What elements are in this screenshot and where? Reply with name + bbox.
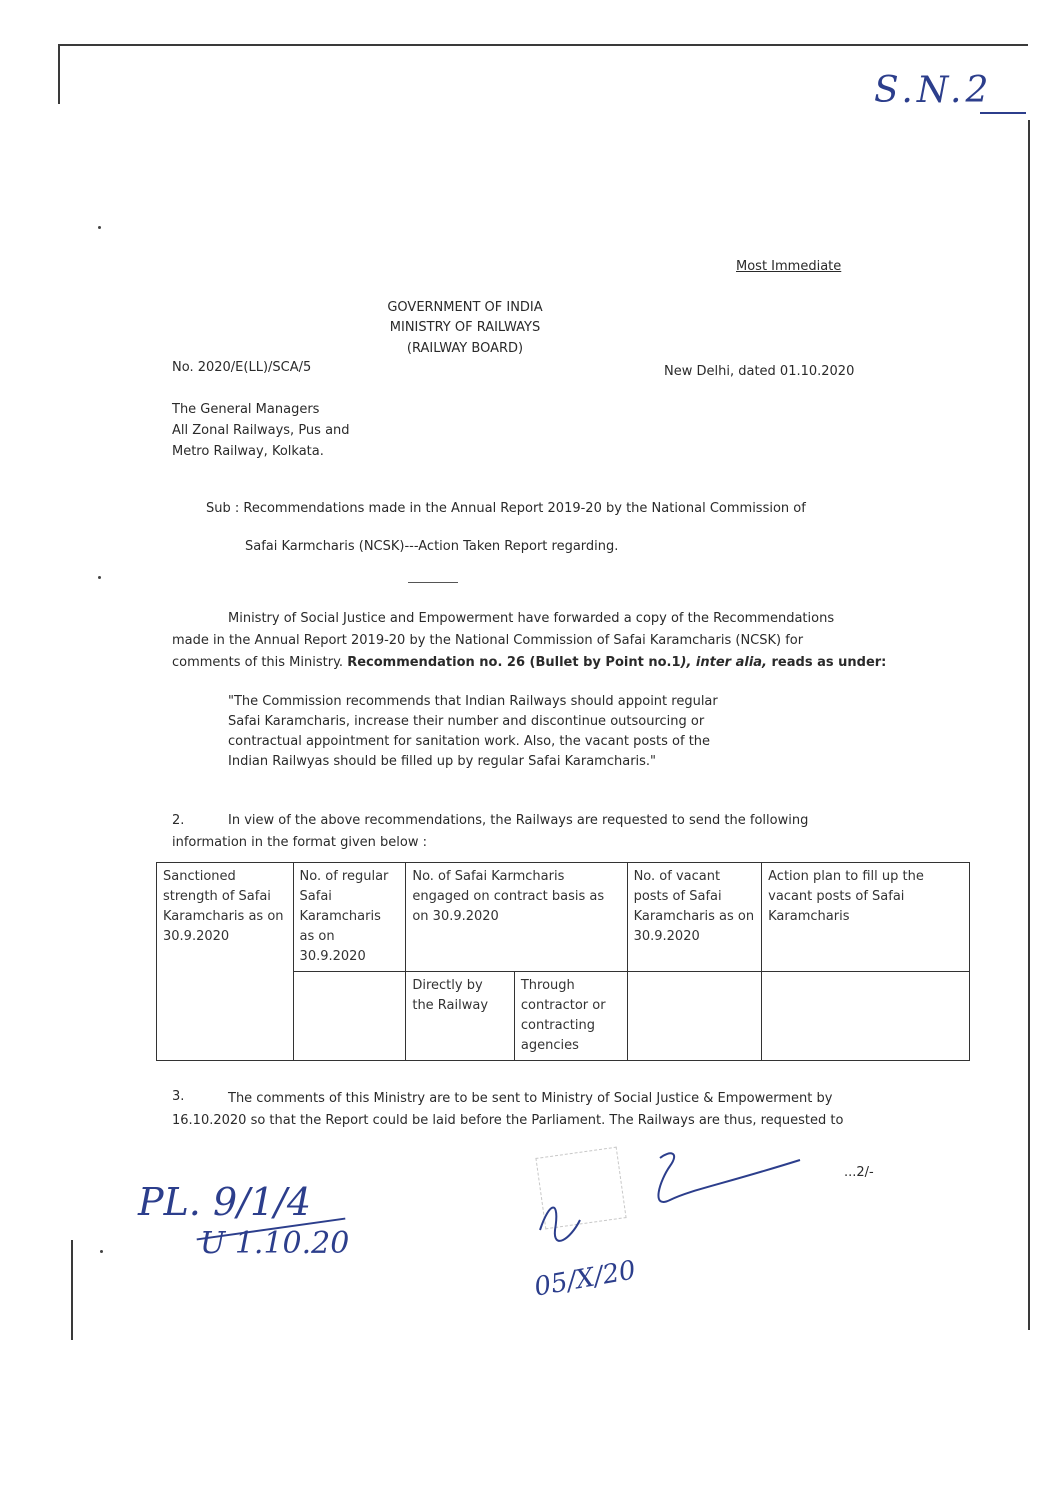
para2-line-1: In view of the above recommendations, the Railways are requested to send the following <box>228 813 809 828</box>
scan-right-border <box>1028 120 1030 1330</box>
signature-stroke-2 <box>658 1153 800 1202</box>
para1-line-3 <box>172 656 886 669</box>
table-header-row <box>157 863 970 972</box>
para1-inter-alia: ), inter alia, <box>680 655 767 670</box>
letter-number: No. 2020/E(LL)/SCA/5 <box>172 360 312 375</box>
para1-text: comments of this Ministry. <box>172 655 348 670</box>
para1-line-1: Ministry of Social Justice and Empowerment have forwarded a copy of the Recommendations <box>228 611 835 626</box>
recommendation-quote <box>228 692 718 772</box>
org-line-3: (RAILWAY BOARD) <box>406 341 524 356</box>
para3-number: 3. <box>172 1089 185 1104</box>
empty-cell <box>762 972 970 1061</box>
para1-reads-as: reads as under: <box>767 655 887 670</box>
handwritten-reference: S.N.2 <box>874 70 993 111</box>
handwritten-note-left-2: U 1.10.20 <box>200 1226 350 1261</box>
quote-line-1: "The Commission recommends that Indian Railways should appoint regular <box>228 694 718 709</box>
subheader-directly-by-railway: Directly by the Railway <box>406 972 515 1061</box>
para2-line-2: information in the format given below : <box>172 835 428 850</box>
quote-line-3: contractual appointment for sanitation work. Also, the vacant posts of the <box>228 734 711 749</box>
quote-line-4: Indian Railwyas should be filled up by regular Safai Karamcharis." <box>228 754 657 769</box>
scan-left-border <box>58 44 60 104</box>
header-regular-count: No. of regular Safai Karamcharis as on 30.9.2020 <box>293 863 406 972</box>
empty-cell <box>293 972 406 1061</box>
para3-line-1: The comments of this Ministry are to be sent to Ministry of Social Justice & Empowerment by <box>228 1091 833 1106</box>
addressee-line-3: Metro Railway, Kolkata. <box>172 444 324 459</box>
priority-label: Most Immediate <box>736 259 842 274</box>
subheader-through-contractor: Through contractor or contracting agencies <box>514 972 627 1061</box>
place-date: New Delhi, dated 01.10.2020 <box>664 364 855 379</box>
quote-line-2: Safai Karamcharis, increase their number and discontinue outsourcing or <box>228 714 705 729</box>
scan-dot <box>100 1250 103 1253</box>
header-contract-count: No. of Safai Karmcharis engaged on contract basis as on 30.9.2020 <box>406 863 627 972</box>
header-action-plan: Action plan to fill up the vacant posts of Safai Karamcharis <box>762 863 970 972</box>
org-line-1: GOVERNMENT OF INDIA <box>387 300 543 315</box>
continued-marker: ...2/- <box>844 1165 874 1180</box>
para1-recommendation-ref: Recommendation no. 26 (Bullet by Point no.1 <box>347 655 681 670</box>
header-sanctioned-strength: Sanctioned strength of Safai Karamcharis as on 30.9.2020 <box>157 863 294 1061</box>
signature-stroke-1 <box>540 1208 580 1241</box>
scan-dot <box>98 576 101 579</box>
subject-line-1: Sub : Recommendations made in the Annual Report 2019-20 by the National Commission of <box>206 501 806 516</box>
scan-left-border-lower <box>71 1240 73 1340</box>
handwritten-underline <box>980 112 1026 114</box>
para1-line-2: made in the Annual Report 2019-20 by the National Commission of Safai Karamcharis (NCSK) for <box>172 633 804 648</box>
para3-line-2: 16.10.2020 so that the Report could be laid before the Parliament. The Railways are thus, requested to <box>172 1113 844 1128</box>
org-line-2: MINISTRY OF RAILWAYS <box>389 320 541 335</box>
handwritten-note-left-1: PL. 9/1/4 <box>138 1180 312 1224</box>
scan-dot <box>98 226 101 229</box>
header-vacant-posts: No. of vacant posts of Safai Karamcharis as on 30.9.2020 <box>627 863 762 972</box>
subject-divider <box>408 582 458 583</box>
information-format-table <box>156 862 970 1061</box>
handwritten-date-right: 05/X/20 <box>532 1255 639 1303</box>
addressee-line-2: All Zonal Railways, Pus and <box>172 423 350 438</box>
addressee-line-1: The General Managers <box>172 402 320 417</box>
scan-top-border <box>58 44 1028 46</box>
empty-cell <box>627 972 762 1061</box>
para2-number: 2. <box>172 813 185 828</box>
subject-line-2: Safai Karmcharis (NCSK)---Action Taken Report regarding. <box>245 539 619 554</box>
